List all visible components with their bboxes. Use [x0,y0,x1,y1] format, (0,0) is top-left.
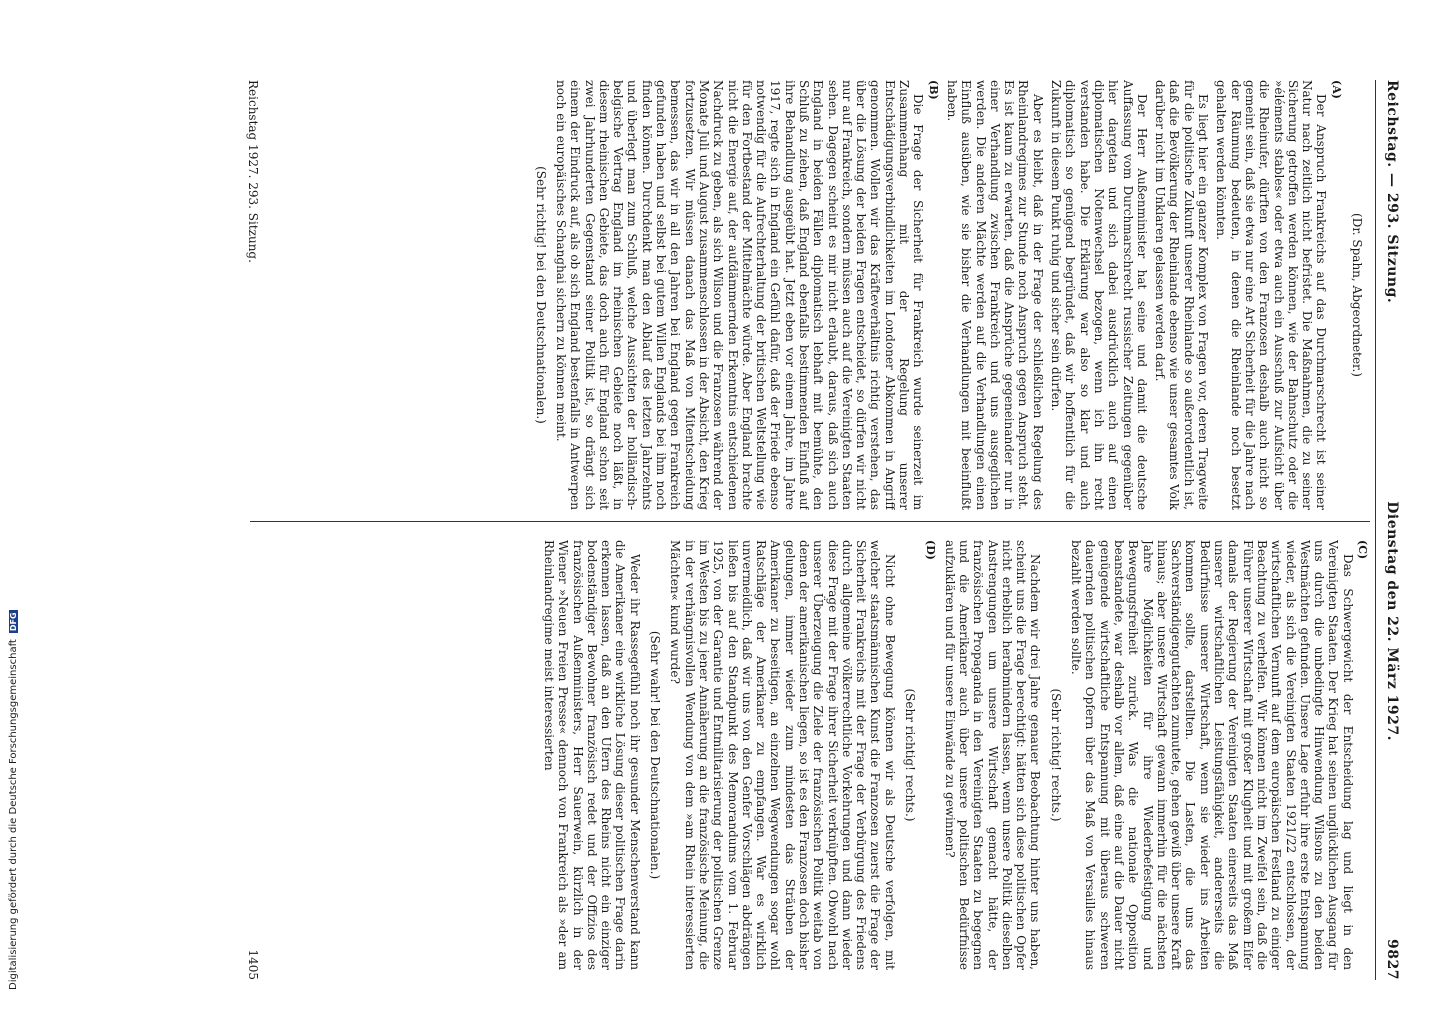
page-number: 9827 [1384,939,1400,980]
header-left: Reichstag. — 293. Sitzung. [1384,80,1400,304]
right-column [240,540,1370,970]
page-footer [242,80,260,980]
header-right: Dienstag den 22. März 1927. [1384,501,1400,741]
funding-text: Digitalisierung gefördert durch die Deutsche Forschungsgemeinschaft [7,639,19,990]
left-applause: (Sehr richtig! bei den Deutschnationalen.) [533,166,548,424]
right-paragraph-3: Nicht ohne Bewegung können wir als Deutsche verfolgen, mit welcher staatsmännischen Kunst die Franzosen zuerst die Frage der Sicherheit Frankreichs mit der Frage der Verbürgung des Friedens durch allgemeine völkerrechtliche Vorkehrungen und dann wieder diese Frage mit der Frage ihrer Sicherheit verknüpften. Obwohl nach unserer Überzeugung die Ziele der französischen Politik weitab von denen der amerikanischen liegen, so ist es den Franzosen doch bisher gelungen, immer wieder zum mindesten das Sträuben der Amerikaner zu beseitigen, an einzelnen Wegwendungen sogar wohl Ratschläge der Amerikaner zu empfangen. War es wirklich unvermeidlich, daß wir uns von den Genfer Vorschlägen abdrängen ließen bis auf den Standpunkt des Memorandums vom 1. Februar 1925, von der Garantie und Entmilitarisierung der politischen Grenze im Westen bis zu jener Annäherung an die französische Meinung, die in der verhängnisvollen Wendung von dem »am Rhein interessierten Mächten« kund wurde? [668,540,897,970]
left-paragraph-3: Der Herr Außenminister hat seine und damit die deutsche Auffassung vom Durchmarschrecht russischer Zeitungen gegenüber hier dargetan und sich dabei ausdrücklich auch auf einen diplomatischen Notenwechsel bezogen, wenn ich ihn recht verstanden habe. Die Erklärung war also so klar und auch diplomatisch so genügend begründet, daß wir hoffentlich für die Zukunft in diesem Punkt ruhig und sicher sein dürfen. [1049,80,1149,510]
header-rule [1375,80,1376,980]
margin-mark-c: (C) [1356,540,1369,560]
dfg-funding-note [6,10,20,990]
margin-mark-d: (D) [924,540,938,560]
speaker-line: (Dr. Spahn, Abgeordneter.) [1350,213,1364,377]
right-paragraph-4: Weder ihr Rassegefühl noch ihr gesunder Menschenverstand kann die Amerikaner eine wirkliche Lösung dieser politischen Frage darin erkennen lassen, daß an den Ufern des Rheins nicht ein einziger bodenständiger Bewohner französisch redet und der Offizios des französischen Außenministers, Herr Sauerwein, kürzlich in der Wiener »Neuen Freien Presse« dennoch von Frankreich als »der am Rheinlandregime meist interessierten [541,540,642,970]
left-column [240,80,1370,510]
column-divider [250,521,1370,522]
margin-mark-b: (B) [926,80,940,100]
right-applause-3: (Sehr wahr! bei den Deutschnationalen.) [648,630,663,880]
left-paragraph-2: Es liegt hier ein ganzer Komplex von Fragen vor, deren Tragweite für die politische Zukunft unserer Rheinlande so außerordentlich ist, daß die Bevölkerung der Rheinlande ebenso wie unser gesamtes Volk darüber nicht im Unklaren gelassen werden darf. [1153,80,1211,510]
dfg-logo-icon: DFG [8,612,18,632]
left-paragraph-5: Die Frage der Sicherheit für Frankreich wurde seinerzeit im Zusammenhang mit der Regelung unserer Entschädigungsverbindlichkeiten im Londoner Abkommen in Angriff genommen. Wollen wir das Kräfteverhältnis richtig verstehen, das über die Lösung der beiden Fragen entscheidet, so dürfen wir nicht nur auf Frankreich, sondern müssen auch auf die Vereinigten Staaten sehen. Dagegen scheint es mir nicht erlaubt, daraus, daß sich auch England in beiden Fällen diplomatisch lebhaft mit bemühte, den Schluß zu ziehen, daß England ebenfalls bestimmenden Einfluß auf ihre Behandlung ausgeübt hat. Jetzt eben vor einem Jahre, im Jahre 1917, regte sich in England ein Gefühl dafür, daß der Friede ebenso notwendig für die Aufrechterhaltung der britischen Weltstellung wie für den Fortbestand der Mittelmächte würde. Aber England brachte nicht die Energie auf, der aufdämmernden Erkenntnis entschiedenen Nachdruck zu geben, als sich Wilson und die Franzosen während der Monate Juli und August zusammenschlossen in der Absicht, den Krieg fortzusetzen. Wir müssen danach das Maß von Mitentscheidung bemessen, das wir in all den Jahren bei England gegen Frankreich gefunden haben und selbst bei gutem Willen Englands bei ihm noch finden können. Durchdenkt man den Ablauf des letzten Jahrzehnts und überlegt man zum Schluß, welche Aussichten der holländisch-belgische Vertrag England im rheinischen Gebiete noch läßt, in diesem rheinischen Gebiete, das doch auch für England schon seit zwei Jahrhunderten Gegenstand seiner Politik ist, so drängt sich einem der Eindruck auf, als ob sich England bestenfalls in Antwerpen noch ein europäisches Schanghai sichern zu können meint. [553,80,926,510]
margin-mark-a: (A) [1329,80,1343,99]
right-applause-1: (Sehr richtig! rechts.) [1048,688,1063,822]
right-paragraph-2: Nachdem wir drei Jahre genauer Beobachtung hinter uns haben, scheint uns die Frage berechtigt: hätten sich diese politischen Opfer nicht erheblich herabmindern lassen, wenn unsere Politik dieselben Anstrengungen um unsere Wirtschaft gemacht hätte, der französischen Propaganda in den Vereinigten Staaten zu begegnen und die Amerikaner auch über unsere politischen Bedürfnisse aufzuklären und für unsere Einwände zu gewinnen? [942,540,1043,970]
left-paragraph-4: Aber es bleibt, daß in der Frage der schließlichen Regelung des Rheinlandregimes zur Stunde noch Anspruch gegen Anspruch steht. Es ist kaum zu erwarten, daß die Ansprüche gegeneinander nur in einer Verhandlung zwischen Frankreich und uns ausgeglichen werden. Die anderen Mächte werden auf die Verhandlungen einen Einfluß ausüben, wie sie bisher die Verhandlungen mit beeinflußt haben. [944,80,1045,510]
page-header [1378,80,1400,980]
rotated-page-content [90,70,1400,1010]
footer-left: Reichstag 1927. 293. Sitzung. [246,80,260,263]
right-paragraph-1: Das Schwergewicht der Entscheidung lag und liegt in den Vereinigten Staaten. Der Krieg hat seinen unglücklichen Ausgang für uns durch die unbedingte Hinwendung Wilsons zu den beiden Westmächten gefunden. Unsere Lage erfuhr ihre erste Entspannung wieder, als sich die Vereinigten Staaten 1921/22 entschlossen, der wirtschaftlichen Vernunft auf dem europäischen Festland zu einiger Beachtung zu verhelfen. Wir können nicht im Zweifel sein, daß die Führer unserer Wirtschaft mit großer Klugheit und mit großem Eifer damals der Regierung der Vereinigten Staaten einerseits das Maß unserer wirtschaftlichen Leistungsfähigkeit, andererseits die Bedürfnisse unserer Wirtschaft, wenn sie wieder ins Arbeiten kommen sollte, darstellten. Die Lasten, die uns das Sachverständigengutachten zumutete, gehen gewiß über unsere Kraft hinaus; aber unsere Wirtschaft gewann immerhin für die nächsten Jahre Möglichkeiten für ihre Wiederbefestigung und Bewegungsfreiheit zurück. Was die nationale Opposition beanstandete, war deshalb vor allem, daß eine auf die Dauer nicht genügende wirtschaftliche Entspannung mit überaus schweren dauernden politischen Opfern über das Maß von Versailles hinaus bezahlt werden sollte. [1069,540,1355,970]
right-applause-2: (Sehr richtig! rechts.) [903,688,918,822]
left-paragraph-1: Der Anspruch Frankreichs auf das Durchmarschrecht ist seiner Natur nach zeitlich nicht befristet. Die Maßnahmen, die zu seiner Sicherung getroffen werden können, wie der Bahnschutz oder die »éléments stables« oder etwa auch ein Ausschuß zur Aufsicht über die Rheinufer, dürften von den Franzosen deshalb auch nicht so gemeint sein, daß sie etwa nur eine Art Sicherheit für die Jahre nach der Räumung bedeuten, in denen die Rheinlande noch besetzt gehalten werden könnten. [1214,80,1329,510]
footer-page-number: 1405 [246,949,260,980]
scanned-page [85,0,1405,1000]
